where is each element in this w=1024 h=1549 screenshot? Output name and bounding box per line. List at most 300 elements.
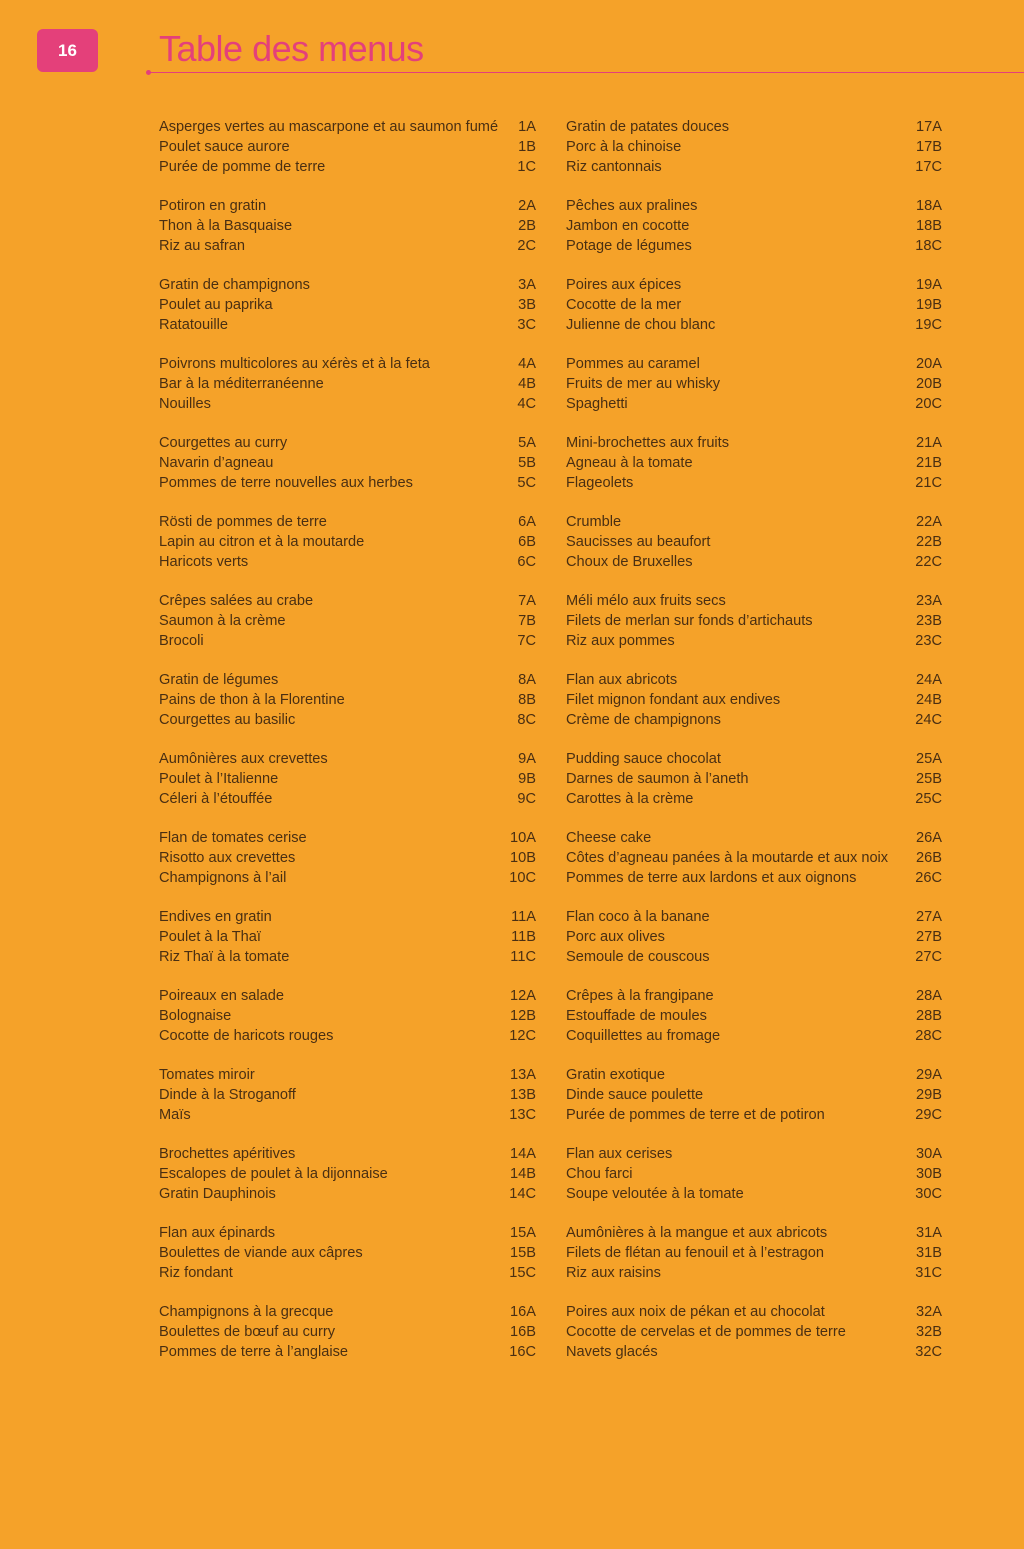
menu-group (566, 671, 942, 750)
menu-item-name: Flan coco à la banane (566, 909, 710, 925)
menu-group (159, 355, 536, 434)
menu-item-name: Julienne de chou blanc (566, 316, 716, 333)
menu-item-code: 30B (916, 1165, 942, 1182)
menu-item (159, 987, 536, 1007)
menu-item (159, 1027, 536, 1047)
menu-item-name: Dinde à la Stroganoff (159, 1086, 296, 1103)
menu-item-code: 6C (517, 553, 536, 570)
menu-item-name: Poires aux noix de pékan et au chocolat (566, 1304, 825, 1320)
menu-item-code: 15C (509, 1264, 536, 1281)
menu-item (566, 671, 942, 691)
menu-item-name: Tomates miroir (159, 1067, 255, 1083)
menu-item (566, 691, 942, 711)
menu-item (566, 948, 942, 968)
menu-item (159, 592, 536, 612)
menu-item-name: Haricots verts (159, 553, 249, 570)
menu-group (159, 513, 536, 592)
menu-item-name: Cocotte de la mer (566, 296, 682, 313)
menu-item (159, 434, 536, 454)
menu-item-name: Courgettes au basilic (159, 711, 296, 728)
menu-item (566, 829, 942, 849)
menu-item-code: 32B (916, 1323, 942, 1340)
menu-item-code: 29B (916, 1086, 942, 1103)
menu-item (566, 1007, 942, 1027)
menu-item-name: Flageolets (566, 474, 634, 491)
menu-item (159, 1343, 536, 1363)
menu-item-name: Boulettes de bœuf au curry (159, 1323, 336, 1340)
menu-item-code: 8B (518, 691, 536, 708)
menu-item-name: Gratin exotique (566, 1067, 665, 1083)
menu-item-code: 17B (916, 138, 942, 155)
menu-item (159, 1106, 536, 1126)
menu-item (159, 711, 536, 731)
menu-item-name: Aumônières à la mangue et aux abricots (566, 1225, 828, 1241)
menu-item (159, 118, 536, 138)
menu-group (566, 908, 942, 987)
menu-item-code: 17A (916, 119, 942, 135)
menu-item-code: 24A (916, 672, 942, 688)
menu-item-code: 10B (510, 849, 536, 866)
menu-item (159, 1086, 536, 1106)
menu-item (159, 513, 536, 533)
menu-item-code: 24B (916, 691, 942, 708)
menu-item-name: Poulet au paprika (159, 296, 273, 313)
menu-item-name: Lapin au citron et à la moutarde (159, 533, 365, 550)
menu-item-code: 23A (916, 593, 942, 609)
menu-item-name: Poivrons multicolores au xérès et à la feta (159, 356, 430, 372)
menu-item-name: Courgettes au curry (159, 435, 288, 451)
menu-group (566, 434, 942, 513)
menu-item (566, 1224, 942, 1244)
menu-item-code: 30A (916, 1146, 942, 1162)
menu-item-code: 11A (511, 909, 536, 925)
menu-item (566, 138, 942, 158)
menu-item (566, 316, 942, 336)
menu-item-code: 27B (916, 928, 942, 945)
menu-group (159, 1145, 536, 1224)
menu-item-name: Côtes d’agneau panées à la moutarde et aux noix (566, 849, 889, 866)
menu-item (159, 1145, 536, 1165)
menu-group (159, 118, 536, 197)
menu-item-name: Boulettes de viande aux câpres (159, 1244, 363, 1261)
menu-item-code: 3C (517, 316, 536, 333)
menu-item (159, 671, 536, 691)
menu-item (566, 1145, 942, 1165)
menu-item-code: 1B (518, 138, 536, 155)
menu-item (159, 1185, 536, 1205)
menu-group (566, 276, 942, 355)
menu-item-code: 13B (510, 1086, 536, 1103)
menu-group (566, 355, 942, 434)
menu-item-code: 6B (518, 533, 536, 550)
menu-item-code: 6A (518, 514, 536, 530)
menu-item (159, 1323, 536, 1343)
menu-item (566, 928, 942, 948)
menu-item (566, 1185, 942, 1205)
menu-item (566, 513, 942, 533)
menu-item-code: 9B (518, 770, 536, 787)
menu-item (566, 1323, 942, 1343)
menu-item-name: Flan aux épinards (159, 1225, 276, 1241)
menu-item-code: 2A (518, 198, 536, 214)
menu-item-name: Champignons à l’ail (159, 869, 287, 886)
menu-item-name: Riz fondant (159, 1264, 233, 1281)
menu-item-name: Navarin d’agneau (159, 454, 274, 471)
menu-item-code: 4B (518, 375, 536, 392)
menu-item (566, 474, 942, 494)
menu-item (159, 869, 536, 889)
menu-item-code: 12A (510, 988, 536, 1004)
menu-item (566, 237, 942, 257)
menu-group (566, 592, 942, 671)
menu-item-code: 28B (916, 1007, 942, 1024)
menu-item (566, 1066, 942, 1086)
menu-item-code: 7B (518, 612, 536, 629)
menu-item-code: 26B (916, 849, 942, 866)
menu-item-code: 11C (510, 948, 536, 965)
menu-item (566, 987, 942, 1007)
page-title: Table des menus (159, 28, 424, 69)
menu-item (566, 612, 942, 632)
menu-item-name: Purée de pommes de terre et de potiron (566, 1106, 825, 1123)
menu-item-code: 12C (509, 1027, 536, 1044)
menu-group (566, 1224, 942, 1303)
menu-item-name: Gratin de patates douces (566, 119, 730, 135)
menu-item-name: Potiron en gratin (159, 198, 267, 214)
menu-item (159, 237, 536, 257)
menu-item (159, 908, 536, 928)
menu-group (566, 118, 942, 197)
menu-item (159, 928, 536, 948)
menu-item (566, 1303, 942, 1323)
menu-column-right (566, 118, 942, 1382)
menu-group (159, 987, 536, 1066)
menu-item-name: Ratatouille (159, 316, 228, 333)
menu-item (159, 849, 536, 869)
menu-item (566, 434, 942, 454)
menu-item-code: 16A (510, 1304, 536, 1320)
menu-item (159, 454, 536, 474)
menu-group (159, 671, 536, 750)
menu-item (566, 908, 942, 928)
menu-item-name: Cheese cake (566, 830, 652, 846)
menu-item-code: 10C (509, 869, 536, 886)
menu-item-name: Poires aux épices (566, 277, 682, 293)
menu-item-code: 27A (916, 909, 942, 925)
menu-item (159, 553, 536, 573)
menu-item-code: 14C (509, 1185, 536, 1202)
menu-item-name: Rösti de pommes de terre (159, 514, 327, 530)
menu-item-code: 26A (916, 830, 942, 846)
menu-item-name: Fruits de mer au whisky (566, 375, 721, 392)
menu-item-name: Potage de légumes (566, 237, 692, 254)
menu-item-code: 25A (916, 751, 942, 767)
menu-item-name: Cocotte de haricots rouges (159, 1027, 334, 1044)
menu-item-code: 17C (915, 158, 942, 175)
menu-item-name: Champignons à la grecque (159, 1304, 334, 1320)
menu-item-code: 18A (916, 198, 942, 214)
menu-item-name: Carottes à la crème (566, 790, 694, 807)
menu-item-name: Soupe veloutée à la tomate (566, 1185, 744, 1202)
menu-item (159, 316, 536, 336)
menu-item-name: Gratin Dauphinois (159, 1185, 276, 1202)
menu-item-code: 3B (518, 296, 536, 313)
menu-item (159, 1066, 536, 1086)
menu-item-name: Riz cantonnais (566, 158, 662, 175)
menu-item-name: Porc à la chinoise (566, 138, 682, 155)
menu-item-code: 15B (510, 1244, 536, 1261)
menu-item-code: 13C (509, 1106, 536, 1123)
menu-item-name: Asperges vertes au mascarpone et au saumon fumé (159, 119, 499, 135)
menu-item-name: Crème de champignons (566, 711, 721, 728)
menu-item (159, 533, 536, 553)
menu-item (159, 770, 536, 790)
menu-item (159, 632, 536, 652)
menu-item-name: Semoule de couscous (566, 948, 710, 965)
menu-item (159, 691, 536, 711)
menu-item-code: 25B (916, 770, 942, 787)
menu-item-name: Méli mélo aux fruits secs (566, 593, 726, 609)
menu-item (566, 553, 942, 573)
menu-item-code: 19B (916, 296, 942, 313)
menu-item (159, 1244, 536, 1264)
menu-item-code: 29C (915, 1106, 942, 1123)
menu-item-name: Poulet à l’Italienne (159, 770, 279, 787)
menu-item-name: Aumônières aux crevettes (159, 751, 328, 767)
menu-group (159, 1066, 536, 1145)
menu-item-code: 20C (915, 395, 942, 412)
menu-item (566, 276, 942, 296)
menu-item-name: Riz aux raisins (566, 1264, 661, 1281)
menu-group (566, 197, 942, 276)
menu-item-name: Purée de pomme de terre (159, 158, 326, 175)
menu-item (566, 1165, 942, 1185)
menu-item-code: 31A (916, 1225, 942, 1241)
menu-item (566, 849, 942, 869)
menu-item-name: Chou farci (566, 1165, 633, 1182)
menu-item (566, 395, 942, 415)
menu-item-name: Choux de Bruxelles (566, 553, 693, 570)
menu-item-name: Porc aux olives (566, 928, 665, 945)
menu-item (566, 1086, 942, 1106)
menu-item-code: 19A (916, 277, 942, 293)
menu-group (159, 750, 536, 829)
menu-item-name: Brochettes apéritives (159, 1146, 296, 1162)
menu-item-name: Pommes de terre aux lardons et aux oignons (566, 869, 857, 886)
menu-item-name: Filets de flétan au fenouil et à l’estragon (566, 1244, 824, 1261)
menu-item (566, 1244, 942, 1264)
menu-item (566, 750, 942, 770)
menu-item-name: Mini-brochettes aux fruits (566, 435, 730, 451)
menu-item-code: 14A (510, 1146, 536, 1162)
menu-group (159, 1224, 536, 1303)
menu-item-code: 29A (916, 1067, 942, 1083)
menu-item-code: 1A (518, 119, 536, 135)
menu-item (159, 138, 536, 158)
menu-group (159, 908, 536, 987)
menu-item-code: 18B (916, 217, 942, 234)
menu-item-code: 7A (518, 593, 536, 609)
menu-item-name: Pains de thon à la Florentine (159, 691, 345, 708)
menu-item-code: 22C (915, 553, 942, 570)
menu-item-code: 19C (915, 316, 942, 333)
menu-item-code: 5A (518, 435, 536, 451)
menu-item-code: 8C (517, 711, 536, 728)
menu-item-name: Pommes de terre à l’anglaise (159, 1343, 348, 1360)
menu-item-name: Thon à la Basquaise (159, 217, 293, 234)
menu-item-code: 28C (915, 1027, 942, 1044)
menu-item (566, 375, 942, 395)
menu-item-name: Pêches aux pralines (566, 198, 698, 214)
menu-item (566, 217, 942, 237)
menu-item-name: Estouffade de moules (566, 1007, 707, 1024)
menu-item-code: 20A (916, 356, 942, 372)
menu-item (566, 1343, 942, 1363)
menu-item (566, 1106, 942, 1126)
menu-item-name: Flan aux abricots (566, 672, 678, 688)
menu-item-code: 22B (916, 533, 942, 550)
menu-item-code: 12B (510, 1007, 536, 1024)
menu-item-code: 25C (915, 790, 942, 807)
title-rule (149, 72, 1024, 73)
menu-item (566, 158, 942, 178)
menu-item-code: 31B (916, 1244, 942, 1261)
menu-item-code: 4A (518, 356, 536, 372)
menu-group (159, 592, 536, 671)
menu-item (159, 395, 536, 415)
menu-item-code: 2C (517, 237, 536, 254)
menu-item-code: 21B (916, 454, 942, 471)
menu-item (159, 474, 536, 494)
menu-item-code: 8A (518, 672, 536, 688)
menu-item-code: 23B (916, 612, 942, 629)
menu-item-name: Pommes au caramel (566, 356, 700, 372)
menu-item-code: 32A (916, 1304, 942, 1320)
menu-item-name: Nouilles (159, 395, 211, 412)
menu-item-code: 32C (915, 1343, 942, 1360)
menu-item (159, 296, 536, 316)
menu-item-code: 23C (915, 632, 942, 649)
menu-item (159, 1007, 536, 1027)
menu-item (566, 1264, 942, 1284)
menu-group (566, 513, 942, 592)
menu-item-code: 5C (517, 474, 536, 491)
menu-item-name: Crêpes à la frangipane (566, 988, 714, 1004)
menu-item-name: Navets glacés (566, 1343, 658, 1360)
menu-item-name: Filets de merlan sur fonds d’artichauts (566, 612, 813, 629)
menu-item-name: Darnes de saumon à l’aneth (566, 770, 749, 787)
menu-item (159, 1224, 536, 1244)
menu-item-code: 21A (916, 435, 942, 451)
menu-item-code: 20B (916, 375, 942, 392)
menu-item-name: Jambon en cocotte (566, 217, 690, 234)
menu-item-code: 13A (510, 1067, 536, 1083)
menu-item-code: 27C (915, 948, 942, 965)
menu-group (159, 1303, 536, 1382)
menu-item-name: Riz Thaï à la tomate (159, 948, 290, 965)
menu-item-code: 15A (510, 1225, 536, 1241)
menu-item-name: Pommes de terre nouvelles aux herbes (159, 474, 413, 491)
menu-item (159, 276, 536, 296)
menu-column-left (159, 118, 536, 1382)
menu-item (566, 592, 942, 612)
menu-item-name: Saucisses au beaufort (566, 533, 711, 550)
menu-item-code: 11B (511, 928, 536, 945)
menu-item-code: 21C (915, 474, 942, 491)
menu-item (159, 217, 536, 237)
menu-group (566, 829, 942, 908)
menu-item-code: 30C (915, 1185, 942, 1202)
menu-item-code: 5B (518, 454, 536, 471)
menu-item-name: Saumon à la crème (159, 612, 286, 629)
menu-item (566, 296, 942, 316)
menu-group (159, 434, 536, 513)
menu-item-code: 2B (518, 217, 536, 234)
menu-item-name: Pudding sauce chocolat (566, 751, 721, 767)
menu-item (159, 948, 536, 968)
menu-item-code: 18C (915, 237, 942, 254)
menu-item-name: Riz aux pommes (566, 632, 675, 649)
menu-item-code: 9A (518, 751, 536, 767)
menu-item (566, 118, 942, 138)
menu-item (566, 869, 942, 889)
menu-item (159, 829, 536, 849)
menu-item-name: Endives en gratin (159, 909, 272, 925)
menu-item (566, 790, 942, 810)
menu-item-name: Risotto aux crevettes (159, 849, 296, 866)
menu-item-name: Poireaux en salade (159, 988, 284, 1004)
menu-item-name: Poulet sauce aurore (159, 138, 290, 155)
menu-item-code: 9C (517, 790, 536, 807)
menu-item (566, 632, 942, 652)
menu-group (566, 987, 942, 1066)
menu-item-code: 4C (517, 395, 536, 412)
menu-item-name: Cocotte de cervelas et de pommes de terre (566, 1323, 846, 1340)
menu-item-code: 28A (916, 988, 942, 1004)
menu-item-code: 31C (915, 1264, 942, 1281)
menu-item-name: Agneau à la tomate (566, 454, 693, 471)
menu-item (566, 533, 942, 553)
menu-item-name: Gratin de champignons (159, 277, 310, 293)
menu-item (159, 1165, 536, 1185)
menu-item-code: 1C (517, 158, 536, 175)
menu-item-code: 7C (517, 632, 536, 649)
menu-item-name: Céleri à l’étouffée (159, 790, 273, 807)
menu-item (159, 1264, 536, 1284)
menu-item (159, 375, 536, 395)
menu-item (159, 355, 536, 375)
menu-item (159, 612, 536, 632)
menu-item (159, 790, 536, 810)
menu-item-name: Coquillettes au fromage (566, 1027, 721, 1044)
menu-group (566, 1145, 942, 1224)
menu-group (566, 1066, 942, 1145)
menu-item (566, 454, 942, 474)
menu-item (566, 770, 942, 790)
menu-item-code: 22A (916, 514, 942, 530)
menu-group (566, 1303, 942, 1382)
menu-item-name: Gratin de légumes (159, 672, 279, 688)
menu-item (159, 158, 536, 178)
menu-item-name: Bolognaise (159, 1007, 232, 1024)
menu-item-name: Filet mignon fondant aux endives (566, 691, 781, 708)
menu-item-code: 26C (915, 869, 942, 886)
menu-item-name: Crêpes salées au crabe (159, 593, 314, 609)
menu-item-code: 16B (510, 1323, 536, 1340)
menu-item-code: 16C (509, 1343, 536, 1360)
menu-item-name: Dinde sauce poulette (566, 1086, 704, 1103)
menu-item-name: Poulet à la Thaï (159, 928, 261, 945)
